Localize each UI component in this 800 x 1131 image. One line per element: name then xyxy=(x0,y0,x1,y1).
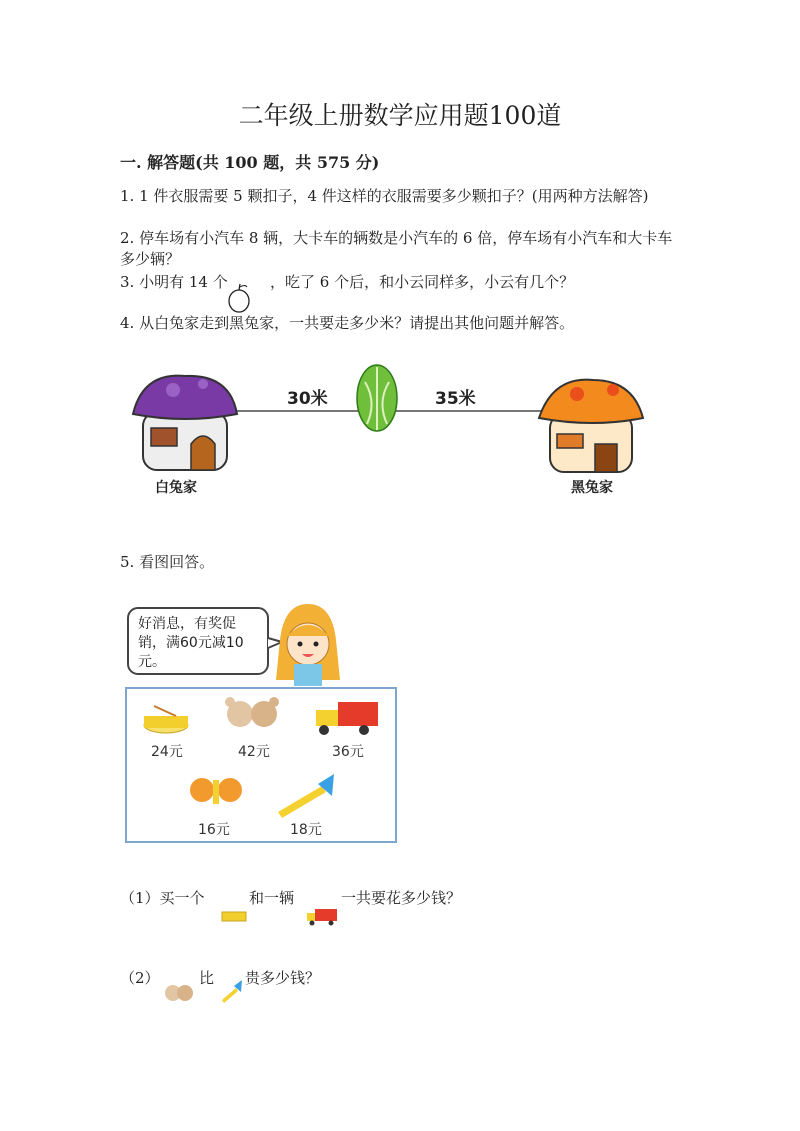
sub-question-1-c: 一共要花多少钱？ xyxy=(341,889,462,907)
question-1: 1. 1 件衣服需要 5 颗扣子，4 件这样的衣服需要多少颗扣子？(用两种方法解答) xyxy=(120,187,649,205)
question-5: 5. 看图回答。 xyxy=(120,553,215,571)
black-rabbit-house xyxy=(539,380,643,472)
butterfly-kite-icon xyxy=(190,778,242,804)
bears-small-icon xyxy=(163,980,195,1004)
shop-illustration xyxy=(118,598,403,848)
question-4: 4. 从白兔家走到黑兔家，一共要走多少米？请提出其他问题并解答。 xyxy=(120,314,575,332)
price-trumpet: 18元 xyxy=(290,822,322,838)
home-label-right: 黑兔家 xyxy=(571,480,613,496)
sub-question-1-b: 和一辆 xyxy=(249,889,295,907)
girl-icon xyxy=(276,604,340,686)
white-rabbit-house xyxy=(133,376,237,470)
question-2: 2. 停车场有小汽车 8 辆，大卡车的辆数是小汽车的 6 倍，停车场有小汽车和大卡车多少辆？ xyxy=(120,229,673,268)
cabbage-icon xyxy=(357,365,397,431)
speech-line-1: 好消息，有奖促 xyxy=(138,616,236,632)
question-3-part-b: ，吃了 6 个后，和小云同样多，小云有几个？ xyxy=(270,273,575,291)
section-heading: 一. 解答题(共 100 题，共 575 分) xyxy=(120,153,380,172)
price-truck: 36元 xyxy=(332,744,364,760)
home-label-left: 白兔家 xyxy=(155,480,197,496)
question-3-part-a: 3. 小明有 14 个 xyxy=(120,273,228,291)
page-title: 二年级上册数学应用题100道 xyxy=(238,101,562,130)
route-map xyxy=(125,362,655,507)
speech-line-3: 元。 xyxy=(138,654,166,670)
sub-question-2-a: （2） xyxy=(120,969,160,987)
truck-small-icon xyxy=(305,906,339,926)
sub-question-2-b: 比 xyxy=(199,969,215,987)
distance-label-2: 35米 xyxy=(435,389,476,409)
sub-question-2-c: 贵多少钱？ xyxy=(245,969,321,987)
trumpet-small-icon xyxy=(220,978,244,1004)
sub-question-1-a: （1）买一个 xyxy=(120,889,205,907)
apple-icon xyxy=(226,282,252,314)
speech-line-2: 销，满60元减10 xyxy=(138,635,244,651)
price-drum: 24元 xyxy=(151,744,183,760)
price-bears: 42元 xyxy=(238,744,270,760)
price-butterfly: 16元 xyxy=(198,822,230,838)
distance-label-1: 30米 xyxy=(287,389,328,409)
drum-small-icon xyxy=(220,908,248,924)
